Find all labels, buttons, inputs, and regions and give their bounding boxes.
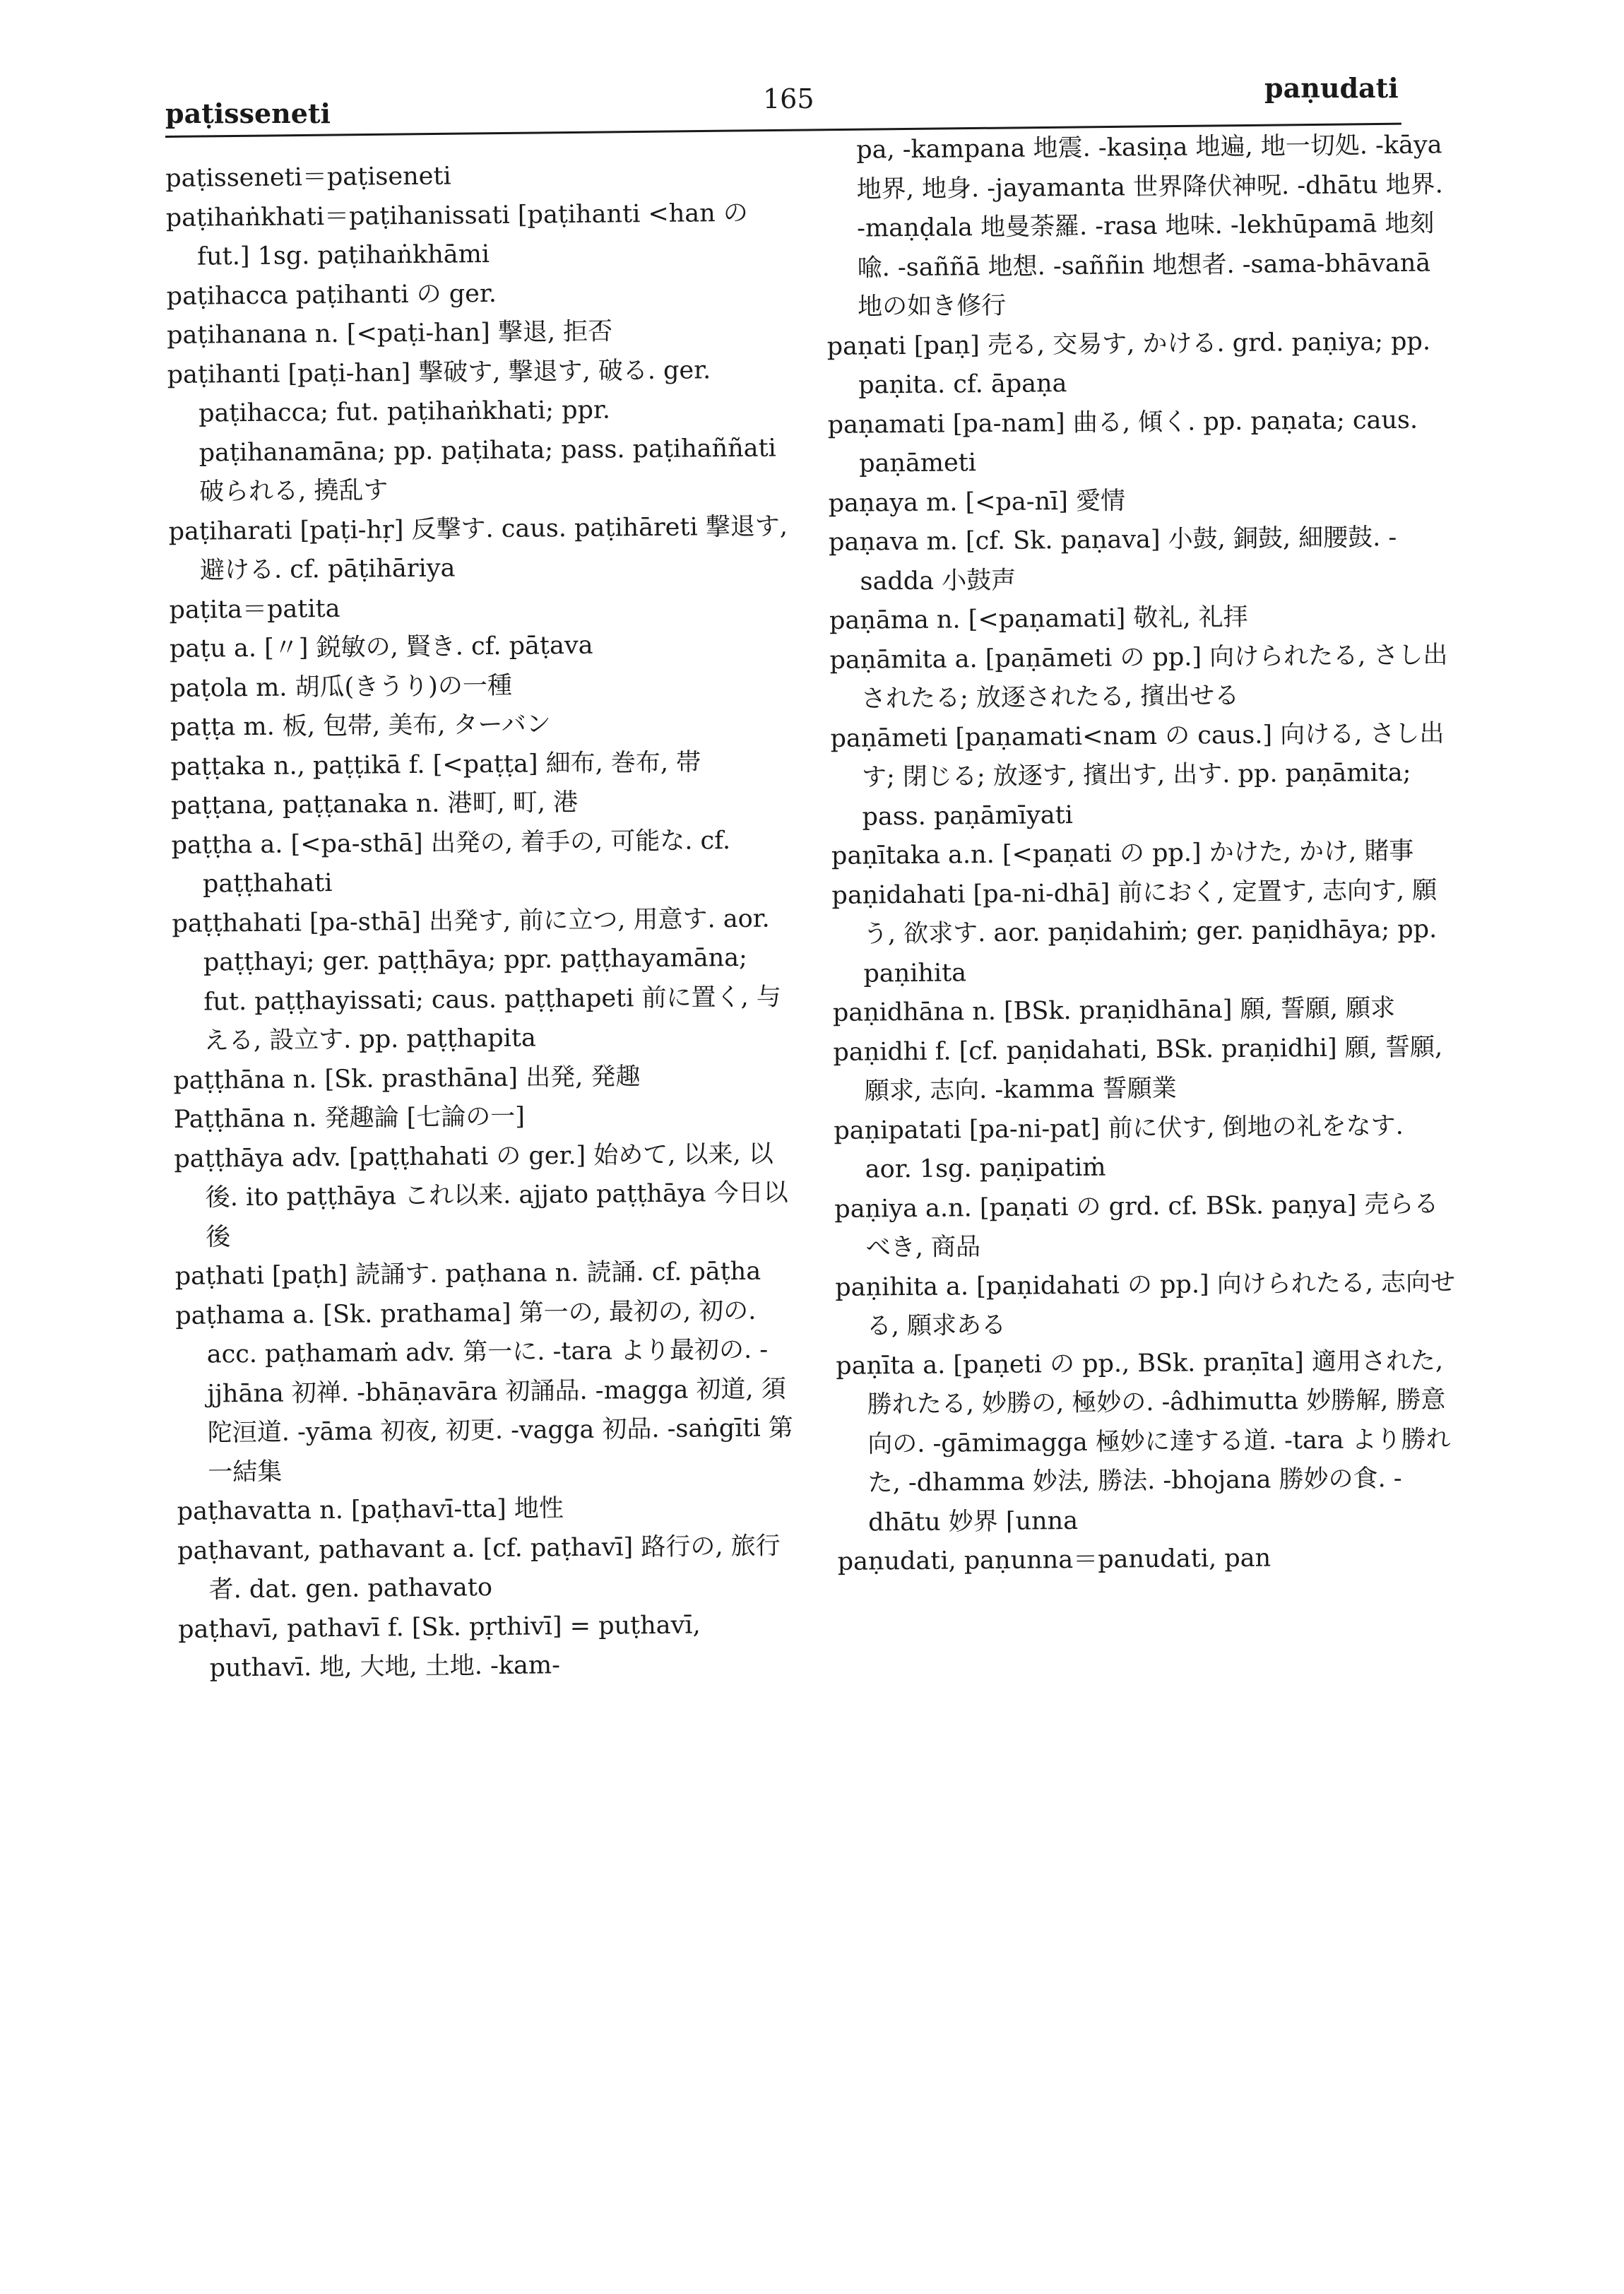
dictionary-entry: paṇava m. [cf. Sk. paṇava] 小鼓, 銅鼓, 細腰鼓. -sadda 小鼓声 [828, 523, 1397, 596]
left-column [165, 154, 800, 1689]
dictionary-entry: paṭihanana n. [<paṭi-han] 撃退, 拒否 [166, 317, 613, 350]
dictionary-entry: paṭola m. 胡瓜(きうり)の一種 [170, 671, 513, 703]
page-number: 165 [763, 83, 814, 114]
dictionary-entry: paṭṭhahati [pa-sthā] 出発す, 前に立つ, 用意す. aor. paṭṭhayi; ger. paṭṭhāya; ppr. paṭṭhayamāna; fut. paṭṭhayissati; caus. paṭṭhapeti 前に置く, 与える, 設立す. pp. paṭṭhapita [172, 904, 781, 1056]
dictionary-entry: paṇudati, paṇunna＝panudati, pan [837, 1544, 1272, 1576]
dictionary-entry: paṭihacca paṭihanti の ger. [166, 279, 497, 311]
dictionary-entry: paṭhavant, pathavant a. [cf. paṭhavī] 路行の, 旅行者. dat. gen. pathavato [177, 1531, 781, 1604]
dictionary-entry: paṭṭhāna n. [Sk. prasthāna] 出発, 発趣 [173, 1062, 641, 1095]
dictionary-entry: paṇidhi f. [cf. paṇidahati, BSk. praṇidhi] 願, 誓願, 願求, 志向. -kamma 誓願業 [833, 1032, 1443, 1106]
dictionary-entry: paṭita＝patita [169, 594, 340, 625]
dictionary-entry: paṭisseneti＝paṭiseneti [165, 162, 451, 193]
dictionary-entry: paṇamati [pa-nam] 曲る, 傾く. pp. paṇata; caus. paṇāmeti [827, 406, 1418, 478]
dictionary-entry: paṭu a. [〃] 鋭敏の, 賢き. cf. pāṭava [169, 631, 593, 663]
dictionary-entry: paṇīta a. [paṇeti の pp., BSk. praṇīta] 適用された, 勝れたる, 妙勝の, 極妙の. -âdhimutta 妙勝解, 勝意向の. -gāmimagga 極妙に達する道. -tara より勝れた, -dhamma 妙法, 勝法. -bhojana 勝妙の食. -dhātu 妙界 ⌈unna [836, 1346, 1451, 1537]
dictionary-entry: paṇidhāna n. [BSk. praṇidhāna] 願, 誓願, 願求 [832, 994, 1396, 1027]
dictionary-entry: paṭṭa m. 板, 包帯, 美布, ターバン [170, 710, 552, 742]
dictionary-entry: paṭhama a. [Sk. prathama] 第一の, 最初の, 初の. acc. paṭhamaṁ adv. 第一に. -tara より最初の. -jjhāna 初禅. -bhāṇavāra 初誦品. -magga 初道, 須陀洹道. -yāma 初夜, 初更. -vagga 初品. -saṅgīti 第一結集 [175, 1296, 793, 1487]
dictionary-entry: paṭhavatta n. [paṭhavī-tta] 地性 [177, 1494, 564, 1526]
dictionary-entry: paṇipatati [pa-ni-pat] 前に伏す, 倒地の礼をなす. aor. 1sg. paṇipatiṁ [834, 1111, 1404, 1184]
right-column [825, 126, 1459, 1582]
running-head-right: paṇudati [1264, 72, 1399, 104]
dictionary-entry-continuation: pa, -kampana 地震. -kasiṇa 地遍, 地一切処. -kāya 地界, 地身. -jayamanta 世界降伏神呪. -dhātu 地界. -maṇḍala 地曼荼羅. -rasa 地味. -lekhūpamā 地刻喩. -saññā 地想. -saññin 地想者. -sama-bhāvanā 地の如き修行 [856, 131, 1443, 321]
dictionary-entry: paṇihita a. [paṇidahati の pp.] 向けられたる, 志向せる, 願求ある [835, 1267, 1456, 1341]
dictionary-entry: paṇītaka a.n. [<paṇati の pp.] かけた, かけ, 賭事 [831, 836, 1414, 870]
dictionary-entry: paṇāmita a. [paṇāmeti の pp.] 向けられたる, さし出されたる; 放逐されたる, 擯出せる [829, 640, 1448, 714]
dictionary-entry: paṭiharati [paṭi-hṛ] 反撃す. caus. paṭihāreti 撃退す, 避ける. cf. pāṭihāriya [168, 512, 788, 585]
dictionary-entry: paṭhavī, pathavī f. [Sk. pṛthivī] = puṭhavī, puthavī. 地, 大地, 土地. -kam- [177, 1610, 701, 1683]
dictionary-entry: paṇati [paṇ] 売る, 交易す, かける. grd. paṇiya; pp. paṇita. cf. āpaṇa [826, 327, 1431, 400]
dictionary-entry: paṭṭhāya adv. [paṭṭhahati の ger.] 始めて, 以来, 以後. ito paṭṭhāya これ以来. ajjato paṭṭhāya 今日以後 [174, 1140, 788, 1252]
dictionary-entry: paṭṭha a. [<pa-sthā] 出発の, 着手の, 可能な. cf. paṭṭhahati [171, 826, 731, 899]
dictionary-entry: paṇāmeti [paṇamati<nam の caus.] 向ける, さし出す; 閉じる; 放逐す, 擯出す, 出す. pp. paṇāmita; pass. paṇāmīyati [830, 719, 1445, 832]
dictionary-entry: paṭihanti [paṭi-han] 撃破す, 撃退す, 破る. ger. paṭihacca; fut. paṭihaṅkhati; ppr. paṭihanamāna; pp. paṭihata; pass. paṭihaññati 破られる, 撓乱す [167, 355, 776, 507]
dictionary-entry: paṭhati [paṭh] 読誦す. paṭhana n. 読誦. cf. pāṭha [174, 1257, 761, 1291]
dictionary-entry: paṭṭaka n., paṭṭikā f. [<paṭṭa] 細布, 巻布, 帯 [170, 747, 701, 781]
dictionary-entry: paṭṭana, paṭṭanaka n. 港町, 町, 港 [170, 788, 579, 820]
dictionary-entry: Paṭṭhāna n. 発趣論 [七論の一] [173, 1102, 526, 1134]
dictionary-entry: paṇidahati [pa-ni-dhā] 前におく, 定置す, 志向す, 願う, 欲求す. aor. paṇidahiṁ; ger. paṇidhāya; pp. paṇihita [831, 875, 1438, 988]
dictionary-entry: paṭihaṅkhati＝paṭihanissati [paṭihanti <han の fut.] 1sg. paṭihaṅkhāmi [165, 199, 748, 271]
running-head-left: paṭisseneti [165, 97, 331, 129]
dictionary-entry: paṇiya a.n. [paṇati の grd. cf. BSk. paṇya] 売らるべき, 商品 [834, 1189, 1439, 1263]
dictionary-entry: paṇāma n. [<paṇamati] 敬礼, 礼拝 [829, 603, 1248, 635]
dictionary-entry: paṇaya m. [<pa-nī] 愛情 [828, 486, 1126, 518]
